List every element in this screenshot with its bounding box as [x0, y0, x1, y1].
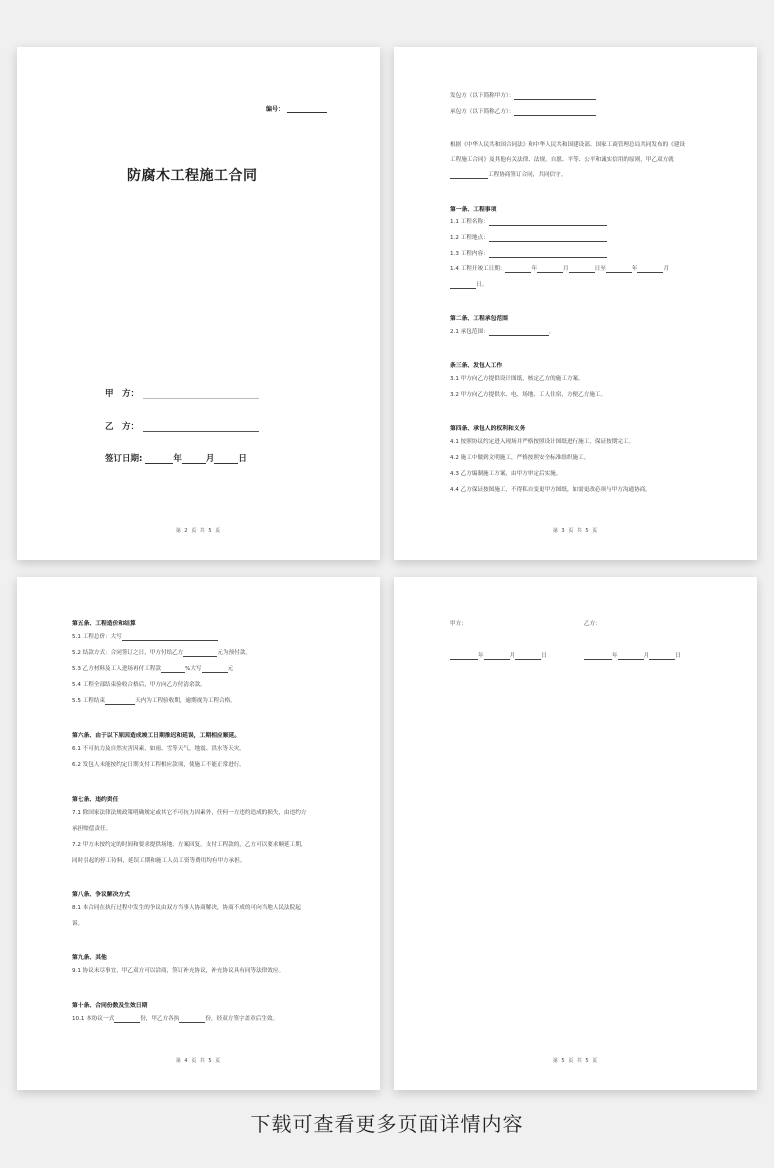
start-day-field	[569, 266, 595, 273]
page-footer: 第 3 页 共 5 页	[552, 528, 599, 534]
clause-5-1-label: 5.1 工程总价：大写	[72, 634, 122, 640]
day-label: 日	[238, 454, 247, 464]
day-field	[214, 455, 238, 464]
start-year-label: 年	[531, 266, 538, 272]
section-9-title: 第九条、其他	[72, 955, 107, 961]
clause-1-1	[450, 219, 607, 226]
clause-10-1-label: 10.1 本协议一式	[72, 1016, 115, 1022]
clause-7-1b: 承担赔偿责任。	[72, 826, 112, 832]
employer-line	[450, 93, 596, 100]
signing-date-row	[105, 452, 247, 464]
clause-1-3	[450, 251, 607, 258]
clause-7-2a: 7.2 甲方未按约定的时间和要求提供场地，方案回复，支付工程款的，乙方可以要求顺延工期，	[72, 842, 307, 848]
a-year-label: 年	[478, 653, 484, 659]
clause-7-1a: 7.1 除国家法律法规政策明确规定或其它不可抗力因素外，任何一方违约造成的损失，由违约方	[72, 810, 307, 816]
clause-5-4: 5.4 工程全部结束验收合格后，甲方向乙方付清余款。	[72, 682, 206, 688]
clause-9-1: 9.1 协议未尽事宜，甲乙双方可以洽商，签订补充协议，补充协议具有同等法律效应。	[72, 968, 285, 974]
month-field	[182, 455, 206, 464]
copies-field	[114, 1016, 140, 1023]
section-2-title: 第二条、工程承包范围	[450, 316, 508, 322]
intro-text-2: 工程施工合同》及其他有关法律、法规，自愿、平等、公平和诚实信用的原则，甲乙双方就	[450, 157, 674, 163]
total-price-field	[122, 634, 218, 641]
party-a-label: 甲 方：	[105, 389, 140, 399]
clause-5-2-label: 5.2 结款方式：合同签订之日，甲方付给乙方	[72, 650, 184, 656]
end-day-field	[450, 282, 476, 289]
a-month-label: 月	[509, 653, 516, 659]
a-year-field	[450, 653, 478, 660]
clause-5-2-end: 元为预付款。	[217, 650, 251, 656]
year-label: 年	[173, 454, 182, 464]
document-number-label: 编号：	[266, 106, 285, 113]
b-year-label: 年	[612, 653, 618, 659]
clause-1-4	[450, 266, 669, 273]
section-5-title: 第五条、工程造价和结算	[72, 621, 136, 627]
year-field	[145, 455, 173, 464]
scope-field	[489, 329, 549, 336]
clause-4-3: 4.3 乙方编制施工方案，由甲方审定后实施。	[450, 471, 562, 477]
b-month-label: 月	[643, 653, 650, 659]
clause-1-2-label: 1.2 工程地点：	[450, 235, 489, 241]
clause-1-4-label: 1.4 工程开竣工日期：	[450, 266, 506, 272]
contract-page-4	[17, 577, 380, 1090]
percent-field	[161, 666, 185, 673]
clause-5-3	[72, 666, 233, 673]
party-b-sign-label: 乙方：	[584, 621, 601, 627]
date-to-label: 日至	[594, 266, 606, 272]
intro-text-3	[450, 172, 566, 179]
clause-2-1	[450, 329, 554, 336]
party-a-sign-label: 甲方：	[450, 621, 467, 627]
section-4-title: 第四条、承包人的权利和义务	[450, 426, 526, 432]
month-label: 月	[205, 454, 215, 464]
party-b-date	[584, 653, 681, 660]
clause-1-2-field	[489, 235, 607, 242]
clause-5-3-mid: %大写	[185, 666, 202, 672]
a-month-field	[484, 653, 510, 660]
section-1-title: 第一条、工程事项	[450, 207, 497, 213]
intro-text-1: 根据《中华人民共和国合同法》和中华人民共和国建设部、国家工商管理总局共同发布的《建设	[450, 142, 685, 148]
download-more-caption: 下载可查看更多页面详情内容	[250, 1112, 524, 1136]
end-month-label: 月	[663, 266, 670, 272]
clause-10-1	[72, 1016, 278, 1023]
a-day-field	[515, 653, 541, 660]
clause-4-1: 4.1 按照协议约定进入现场并严格按照设计图纸进行施工，保证按期完工。	[450, 439, 635, 445]
b-day-field	[649, 653, 675, 660]
start-month-label: 月	[563, 266, 569, 272]
clause-1-2	[450, 235, 607, 242]
acceptance-days-field	[105, 698, 135, 705]
amount-field	[202, 666, 228, 673]
contract-page-3	[394, 47, 757, 560]
party-a-row	[105, 387, 259, 399]
clause-4-4: 4.4 乙方保证按图施工，不得私自变更甲方图纸，如需更改必须与甲方沟通协商。	[450, 487, 651, 493]
section-7-title: 第七条、违约责任	[72, 797, 119, 803]
clause-2-1-end: 。	[548, 329, 555, 335]
intro-text-3-label: 工程协商签订合同，共同信守。	[488, 172, 567, 178]
prepayment-field	[183, 650, 217, 657]
contractor-label: 承包方（以下简称乙方）：	[450, 109, 515, 115]
end-year-field	[606, 266, 632, 273]
contractor-field	[514, 109, 596, 116]
clause-8-1a: 8.1 本合同在执行过程中发生的争议由双方当事人协商解决，协商不成的可向当地人民法院起	[72, 905, 301, 911]
contract-page-cover	[17, 47, 380, 560]
party-a-field	[143, 390, 259, 399]
party-a-date	[450, 653, 547, 660]
clause-6-2: 6.2 发包人未能按约定日期支付工程相应款项，使施工不能正常进行。	[72, 762, 245, 768]
party-b-label: 乙 方：	[105, 422, 140, 432]
clause-10-1-mid: 份，甲乙方各执	[140, 1016, 180, 1022]
page-footer: 第 2 页 共 5 页	[175, 528, 222, 534]
document-number	[266, 104, 327, 113]
clause-6-1: 6.1 不可抗力及自然灾害因素，如雨、雪等天气，地震、洪水等天灾。	[72, 746, 245, 752]
clause-5-5-label: 5.5 工程结束	[72, 698, 106, 704]
document-number-field	[287, 106, 327, 113]
signing-date-label: 签订日期:	[105, 454, 143, 464]
clause-2-1-label: 2.1 承包范围：	[450, 329, 489, 335]
page-footer: 第 5 页 共 5 页	[552, 1058, 599, 1064]
clause-8-1b: 诉。	[72, 921, 84, 927]
clause-4-2: 4.2 施工中做到文明施工，严格按照安全标准组织施工。	[450, 455, 590, 461]
contract-page-5	[394, 577, 757, 1090]
end-year-label: 年	[631, 266, 638, 272]
employer-label: 发包方（以下简称甲方）：	[450, 93, 515, 99]
clause-1-3-field	[489, 251, 607, 258]
clause-5-3-label: 5.3 乙方材料及工人进场再付工程款	[72, 666, 161, 672]
clause-1-4-cont	[450, 282, 487, 289]
a-day-label: 日	[541, 653, 547, 659]
contract-title: 防腐木工程施工合同	[127, 168, 258, 184]
section-8-title: 第八条、争议解决方式	[72, 892, 130, 898]
each-copies-field	[179, 1016, 205, 1023]
b-month-field	[618, 653, 644, 660]
clause-5-5-end: 天内为工程验收期，逾期视为工程合格。	[135, 698, 236, 704]
section-3-title: 条三条、发包人工作	[450, 363, 503, 369]
clause-5-3-end: 元	[227, 666, 234, 672]
employer-field	[514, 93, 596, 100]
clause-5-2	[72, 650, 251, 657]
b-year-field	[584, 653, 612, 660]
end-month-field	[637, 266, 663, 273]
b-day-label: 日	[675, 653, 681, 659]
clause-1-3-label: 1.3 工程内容：	[450, 251, 489, 257]
clause-1-1-label: 1.1 工程名称：	[450, 219, 489, 225]
project-field	[450, 172, 488, 179]
section-10-title: 第十条、合同份数及生效日期	[72, 1003, 148, 1009]
start-month-field	[537, 266, 563, 273]
clause-3-2: 3.2 甲方向乙方提供水、电、场地、工人住宿，方便乙方施工。	[450, 392, 607, 398]
clause-7-2b: 同时引起的停工待料，延误工期和施工人员工资等费用均有甲方承担。	[72, 858, 246, 864]
clause-5-1	[72, 634, 218, 641]
page-footer: 第 4 页 共 5 页	[175, 1058, 222, 1064]
party-b-field	[143, 423, 259, 432]
clause-10-1-end: 份，经双方签字盖章后生效。	[205, 1016, 279, 1022]
start-year-field	[505, 266, 531, 273]
clause-3-1: 3.1 甲方向乙方提供设计图纸，核定乙方的施工方案。	[450, 376, 584, 382]
contractor-line	[450, 109, 596, 116]
end-day-label: 日。	[476, 282, 488, 288]
section-6-title: 第六条、由于以下原因造成竣工日期推迟和延误，工期相应顺延。	[72, 733, 241, 739]
clause-5-5	[72, 698, 236, 705]
clause-1-1-field	[489, 219, 607, 226]
party-b-row	[105, 420, 259, 432]
